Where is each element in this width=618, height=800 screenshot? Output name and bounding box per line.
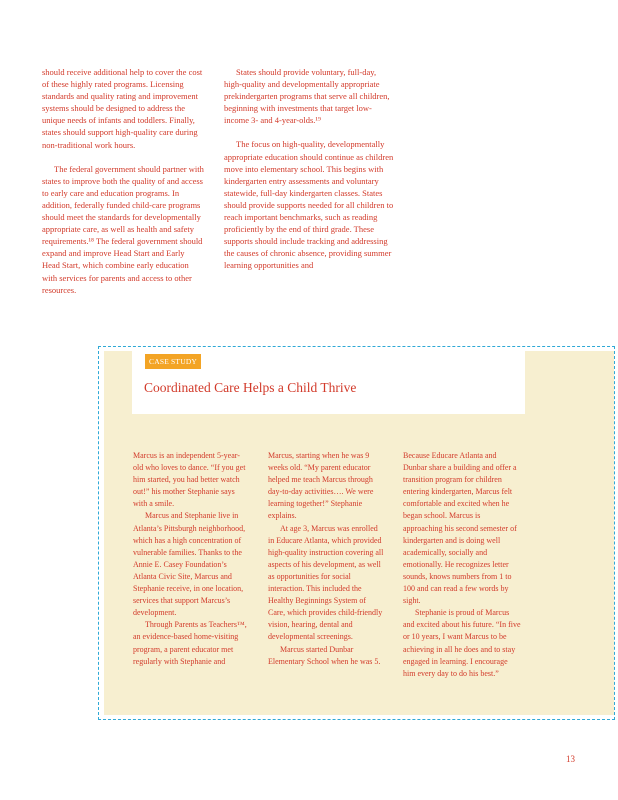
body-column-2 [224, 66, 394, 284]
paragraph: Through Parents as Teachers™, an evidence-based home-visiting program, a parent educator met regularly with Stephanie and [133, 620, 247, 666]
case-study-tag: CASE STUDY [145, 354, 201, 369]
case-study-column-2 [268, 450, 384, 668]
paragraph: Marcus is an independent 5-year-old who loves to dance. “If you get him started, you had better watch out!” his mother Stephanie says with a smile. [133, 451, 246, 509]
paragraph: Marcus and Stephanie live in Atlanta’s Pittsburgh neighborhood, which has a high concentration of vulnerable families. Thanks to the Annie E. Casey Foundation’s Atlanta Civic Site, Marcus and Stephanie receive, in one location, services that support Marcus’s development. [133, 511, 246, 618]
paragraph: States should provide voluntary, full-day, high-quality and developmentally appropriate prekindergarten programs that serve all children, beginning with investments that target low-income 3- and 4-year-olds.¹⁹ [224, 67, 390, 126]
page-number: 13 [566, 754, 575, 764]
paragraph: Marcus started Dunbar Elementary School when he was 5. [268, 644, 381, 666]
paragraph: The federal government should partner with states to improve both the quality of and access to early care and education programs. In addition, federally funded child-care programs should meet the standards for developmentally appropriate care, as well as health and safety requirements.¹⁸ The federal government should expand and improve Head Start and Early Head Start, which combine early education with services for parents and access to other resources. [42, 163, 204, 295]
paragraph: Marcus, starting when he was 9 weeks old. “My parent educator helped me teach Marcus through day-to-day activities…. We were learning together!” Stephanie explains. [268, 451, 374, 521]
case-study-column-1 [133, 450, 249, 668]
case-study-column-3 [403, 450, 521, 680]
paragraph: Because Educare Atlanta and Dunbar share a building and offer a transition program for children entering kindergarten, Marcus felt comfortable and excited when he began school. Marcus is approaching his second semester of kindergarten and is doing well academically, socially and emotionally. He recognizes letter sounds, knows numbers from 1 to 100 and can read a few words by sight. [403, 451, 517, 606]
body-column-1 [42, 66, 204, 308]
paragraph: Stephanie is proud of Marcus and excited about his future. “In five or 10 years, I want Marcus to be achieving in all he does and to stay engaged in learning. I encourage him every day to do his best.” [403, 608, 521, 678]
case-study-title: Coordinated Care Helps a Child Thrive [144, 380, 357, 395]
paragraph: should receive additional help to cover the cost of these highly rated programs. Licensing standards and quality rating and improvement systems should be designed to address the unique needs of infants and toddlers. Finally, states should support high-quality care during non-traditional work hours. [42, 67, 203, 150]
paragraph: The focus on high-quality, developmentally appropriate education should continue as children move into elementary school. This begins with kindergarten entry assessments and voluntary statewide, full-day kindergarten classes. States should provide supports needed for all children to reach important benchmarks, such as reading proficiently by the end of third grade. These supports should include tracking and addressing the causes of chronic absence, providing summer learning opportunities and [224, 139, 394, 271]
paragraph: At age 3, Marcus was enrolled in Educare Atlanta, which provided high-quality instruction covering all aspects of his development, as well as opportunities for social interaction. This included the Healthy Beginnings System of Care, which provides child-friendly vision, hearing, dental and developmental screenings. [268, 523, 384, 642]
